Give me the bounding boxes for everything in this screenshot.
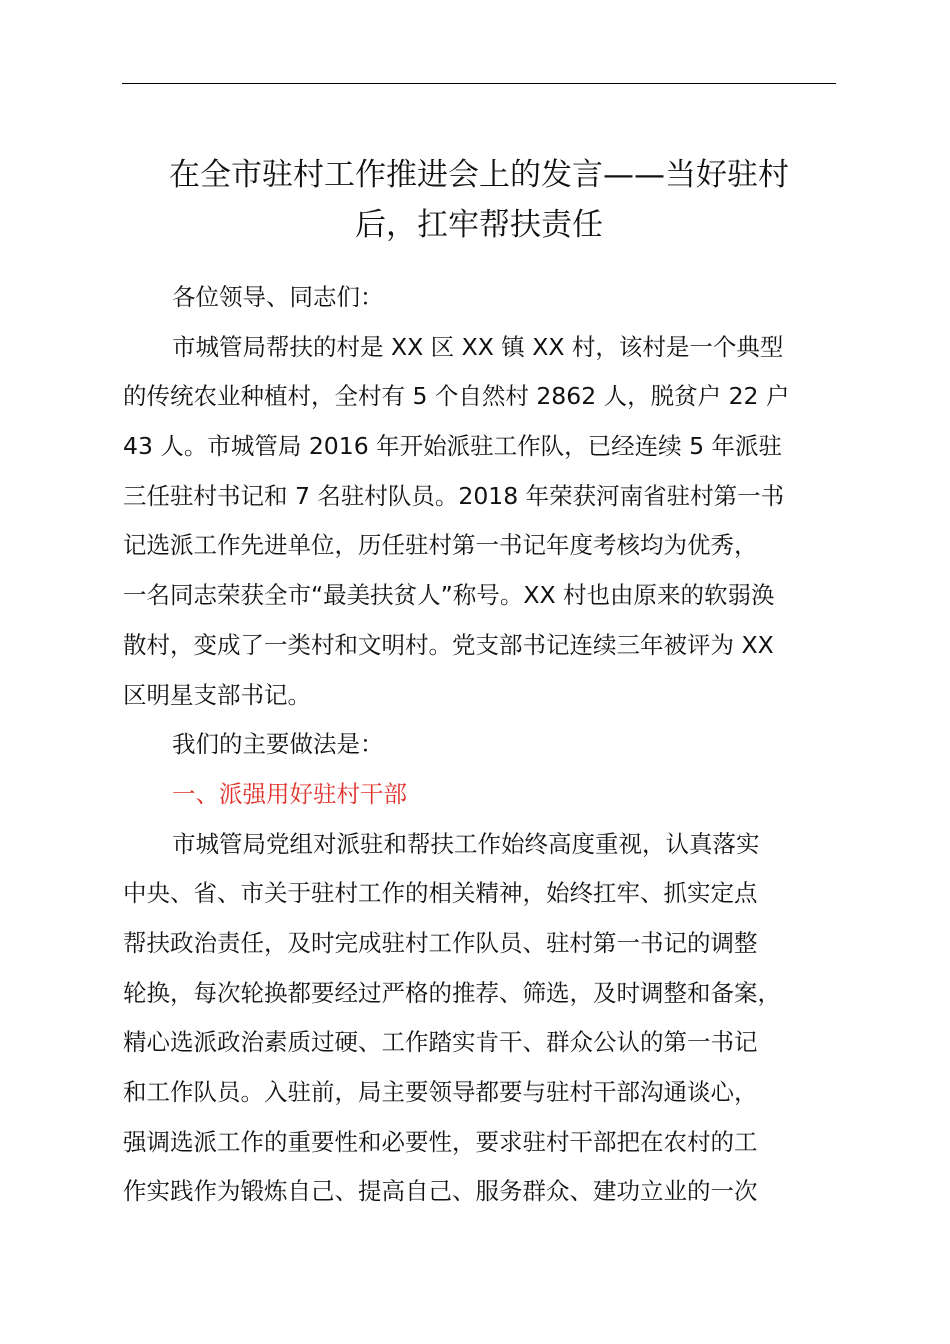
- section-heading: 一、派强用好驻村干部: [172, 779, 407, 808]
- paragraph-line: 中央、省、市关于驻村工作的相关精神，始终扛牢、抓实定点: [123, 879, 758, 908]
- paragraph-line: 区明星支部书记。: [123, 680, 311, 709]
- paragraph-line: 三任驻村书记和 7 名驻村队员。2018 年荣获河南省驻村第一书: [123, 481, 785, 510]
- title-line-1: 在全市驻村工作推进会上的发言——当好驻村: [169, 157, 789, 193]
- paragraph-line: 43 人。市城管局 2016 年开始派驻工作队，已经连续 5 年派驻: [123, 432, 783, 461]
- salutation: 各位领导、同志们：: [172, 283, 384, 311]
- paragraph-line: 记选派工作先进单位，历任驻村第一书记年度考核均为优秀，: [123, 531, 758, 560]
- paragraph-line: 市城管局党组对派驻和帮扶工作始终高度重视，认真落实: [172, 829, 760, 858]
- paragraph-line: 精心选派政治素质过硬、工作踏实肯干、群众公认的第一书记: [123, 1028, 758, 1057]
- paragraph-line: 强调选派工作的重要性和必要性，要求驻村干部把在农村的工: [123, 1127, 758, 1156]
- document-body: [123, 273, 863, 1217]
- header-rule: [122, 83, 836, 84]
- paragraph-line: 作实践作为锻炼自己、提高自己、服务群众、建功立业的一次: [123, 1177, 758, 1206]
- title-line-2: 后，扛牢帮扶责任: [355, 207, 603, 243]
- paragraph-line: 市城管局帮扶的村是 XX 区 XX 镇 XX 村，该村是一个典型: [172, 332, 784, 361]
- paragraph-line: 帮扶政治责任，及时完成驻村工作队员、驻村第一书记的调整: [123, 928, 758, 957]
- paragraph-line: 我们的主要做法是：: [172, 730, 384, 759]
- paragraph-line: 一名同志荣获全市“最美扶贫人”称号。XX 村也由原来的软弱涣: [123, 581, 775, 610]
- paragraph-line: 轮换，每次轮换都要经过严格的推荐、筛选，及时调整和备案，: [123, 978, 781, 1007]
- paragraph-line: 的传统农业种植村，全村有 5 个自然村 2862 人，脱贫户 22 户: [123, 382, 790, 411]
- paragraph-line: 散村，变成了一类村和文明村。党支部书记连续三年被评为 XX: [123, 630, 774, 659]
- document-title: [122, 150, 836, 250]
- paragraph-line: 和工作队员。入驻前，局主要领导都要与驻村干部沟通谈心，: [123, 1078, 758, 1106]
